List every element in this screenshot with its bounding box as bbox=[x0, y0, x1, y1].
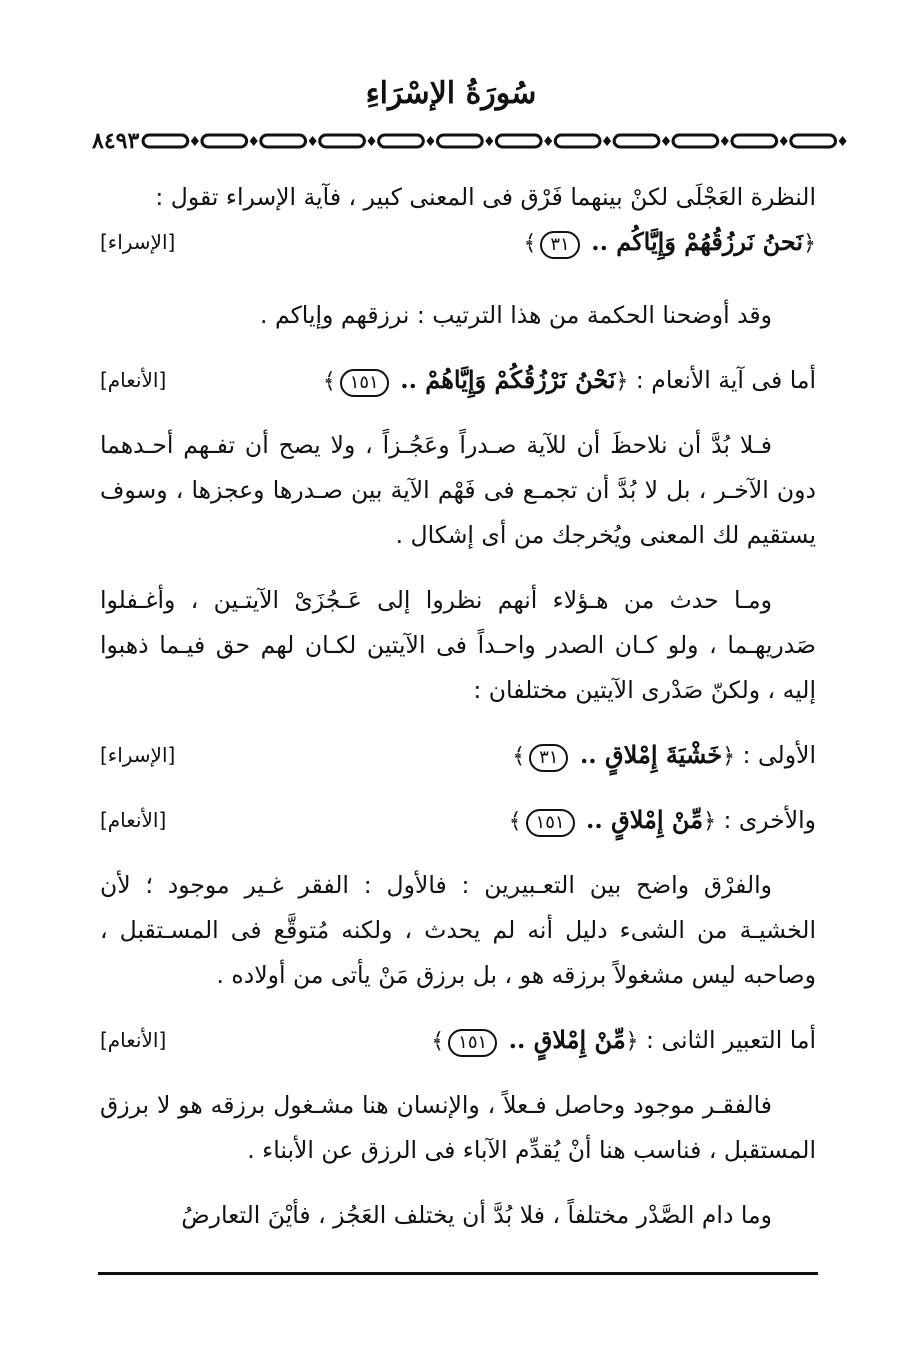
verse-number: ١٥١ bbox=[340, 369, 389, 397]
verse-text: مِّنْ إِمْلاقٍ .. bbox=[508, 1025, 626, 1054]
verse-text: خَشْيَةَ إِمْلاقٍ .. bbox=[579, 740, 723, 769]
paragraph: فـلا بُدَّ أن نلاحظَ أن للآية صـدراً وعَجُـزاً ، ولا يصح أن تفـهم أحـدهما دون الآخـر ، بل لا بُدَّ أن تجمـع فى فَهْم الآية بين صـدرها وعجزها ، وسوف يستقيم لك المعنى ويُخرجك من أى إشكال . bbox=[100, 431, 816, 549]
surah-reference: [الأنعام] bbox=[100, 808, 167, 832]
quote-body bbox=[509, 797, 816, 844]
quote-prefix: أما التعبير الثانى : bbox=[646, 1026, 816, 1054]
bracket-open-icon: ﴿ bbox=[703, 809, 716, 834]
quran-quote-1 bbox=[100, 220, 816, 265]
bracket-close-icon: ﴾ bbox=[523, 231, 537, 256]
bracket-open-icon: ﴿ bbox=[722, 744, 736, 769]
quote-body bbox=[431, 1017, 816, 1064]
quote-body bbox=[323, 357, 816, 404]
bracket-close-icon: ﴾ bbox=[322, 369, 336, 394]
bracket-open-icon: ﴿ bbox=[625, 1029, 639, 1054]
surah-reference: [الإسراء] bbox=[100, 230, 176, 254]
quran-quote-2 bbox=[100, 358, 816, 403]
verse-number: ٣١ bbox=[529, 744, 568, 772]
paragraph: وقد أوضحنا الحكمة من هذا الترتيب : نرزقهم وإياكم . bbox=[260, 301, 772, 329]
paragraph: فالفقـر موجود وحاصل فـعلاً ، والإنسان هنا مشـغول برزقه هو لا برزق المستقبل ، فناسب هنا أنْ يُقدِّم الآباء فى الرزق عن الأبناء . bbox=[100, 1091, 816, 1164]
paragraph: ومـا حدث من هـؤلاء أنهم نظروا إلى عَـجُزَىْ الآيتـين ، وأغـفلوا صَدريهـما ، ولو كـان الصدر واحـداً فى الآيتين لكـان لهم حق فيـما ذهبوا إليه ، ولكنّ صَدْرى الآيتين مختلفان : bbox=[100, 586, 816, 704]
quran-quote-3 bbox=[100, 733, 816, 778]
quote-body bbox=[512, 732, 816, 779]
ornamental-border-icon bbox=[139, 128, 850, 154]
bracket-close-icon: ﴾ bbox=[431, 1029, 445, 1054]
verse-text: نَحْنُ نَرْزُقُكُمْ وَإِيَّاهُمْ .. bbox=[400, 365, 616, 394]
bracket-close-icon: ﴾ bbox=[512, 744, 526, 769]
surah-reference: [الأنعام] bbox=[100, 368, 167, 392]
quote-prefix: الأولى : bbox=[742, 741, 816, 769]
paragraph: النظرة العَجْلَى لكنْ بينهما فَرْق فى المعنى كبير ، فآية الإسراء تقول : bbox=[155, 183, 816, 211]
page-header bbox=[0, 70, 902, 165]
quran-quote-5 bbox=[100, 1018, 816, 1063]
verse-text: مِّنْ إِمْلاقٍ .. bbox=[586, 805, 704, 834]
quote-body bbox=[524, 219, 817, 266]
footer-divider bbox=[98, 1272, 818, 1275]
bracket-open-icon: ﴿ bbox=[803, 231, 816, 256]
surah-reference: [الإسراء] bbox=[100, 743, 176, 767]
verse-text: نَحنُ نَرزُقُهُمْ وَإِيَّاكُم .. bbox=[591, 227, 804, 256]
verse-number: ١٥١ bbox=[526, 809, 575, 837]
quote-prefix: أما فى آية الأنعام : bbox=[635, 366, 816, 394]
surah-title: سُورَةُ الإسْرَاءِ bbox=[365, 76, 537, 111]
paragraph: وما دام الصَّدْر مختلفاً ، فلا بُدَّ أن يختلف العَجُز ، فأيْنَ التعارضُ bbox=[181, 1201, 772, 1229]
paragraph: والفرْق واضح بين التعـبيرين : فالأول : الفقر غـير موجود ؛ لأن الخشيـة من الشىء دليل أنه لم يحدث ، ولكنه مُتوقَّع فى المسـتقبل ، وصاحبه ليس مشغولاً برزقه هو ، بل برزق مَنْ يأتى من أولاده . bbox=[100, 871, 816, 989]
bracket-open-icon: ﴿ bbox=[615, 369, 629, 394]
bracket-close-icon: ﴾ bbox=[508, 809, 522, 834]
quote-prefix: والأخرى : bbox=[723, 806, 816, 834]
verse-number: ٣١ bbox=[540, 231, 579, 259]
header-ornament bbox=[88, 128, 850, 154]
page-body bbox=[100, 175, 816, 1238]
quran-quote-4 bbox=[100, 798, 816, 843]
verse-number: ١٥١ bbox=[448, 1029, 497, 1057]
surah-reference: [الأنعام] bbox=[100, 1028, 167, 1052]
page-number: ٨٤٩٣ bbox=[92, 128, 140, 154]
